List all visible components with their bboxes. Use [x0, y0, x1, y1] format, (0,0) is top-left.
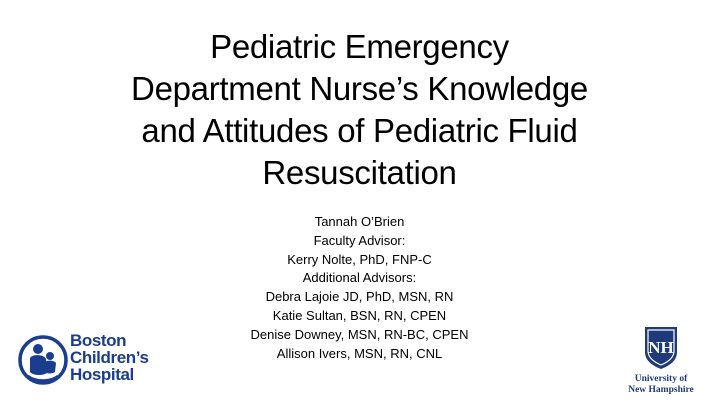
- unh-wordmark: [620, 374, 702, 396]
- bch-emblem-icon: [18, 332, 68, 388]
- boston-childrens-hospital-logo: [18, 330, 158, 392]
- unh-wordmark-line-2: New Hampshire: [628, 385, 694, 395]
- additional-advisor-3: Denise Downey, MSN, RN-BC, CPEN: [250, 326, 469, 342]
- author-name: Tannah O’Brien: [314, 214, 405, 229]
- title-line-2: Department Nurse’s Knowledge: [131, 70, 588, 107]
- author-block: [200, 213, 519, 363]
- additional-advisor-1: Debra Lajoie JD, PhD, MSN, RN: [265, 289, 454, 305]
- bch-wordmark-line-2: Children’s: [70, 348, 149, 367]
- title-line-1: Pediatric Emergency: [210, 28, 509, 65]
- slide-title: [60, 26, 659, 194]
- title-line-4: Resuscitation: [262, 154, 457, 191]
- additional-advisors-heading: Additional Advisors:: [302, 270, 417, 286]
- faculty-advisor-name: Kerry Nolte, PhD, FNP-C: [287, 251, 432, 267]
- bch-wordmark: [70, 332, 149, 383]
- title-line-3: and Attitudes of Pediatric Fluid: [141, 112, 578, 149]
- additional-advisor-4: Allison Ivers, MSN, RN, CNL: [276, 345, 443, 361]
- unh-monogram: NH: [648, 338, 674, 357]
- faculty-advisor-heading: Faculty Advisor:: [313, 232, 406, 248]
- unh-logo: [620, 326, 702, 400]
- additional-advisor-2: Katie Sultan, BSN, RN, CPEN: [272, 307, 447, 323]
- bch-wordmark-line-1: Boston: [70, 331, 127, 350]
- bch-wordmark-line-3: Hospital: [70, 365, 134, 384]
- unh-shield-icon: [644, 326, 678, 370]
- unh-wordmark-line-1: University of: [634, 374, 688, 384]
